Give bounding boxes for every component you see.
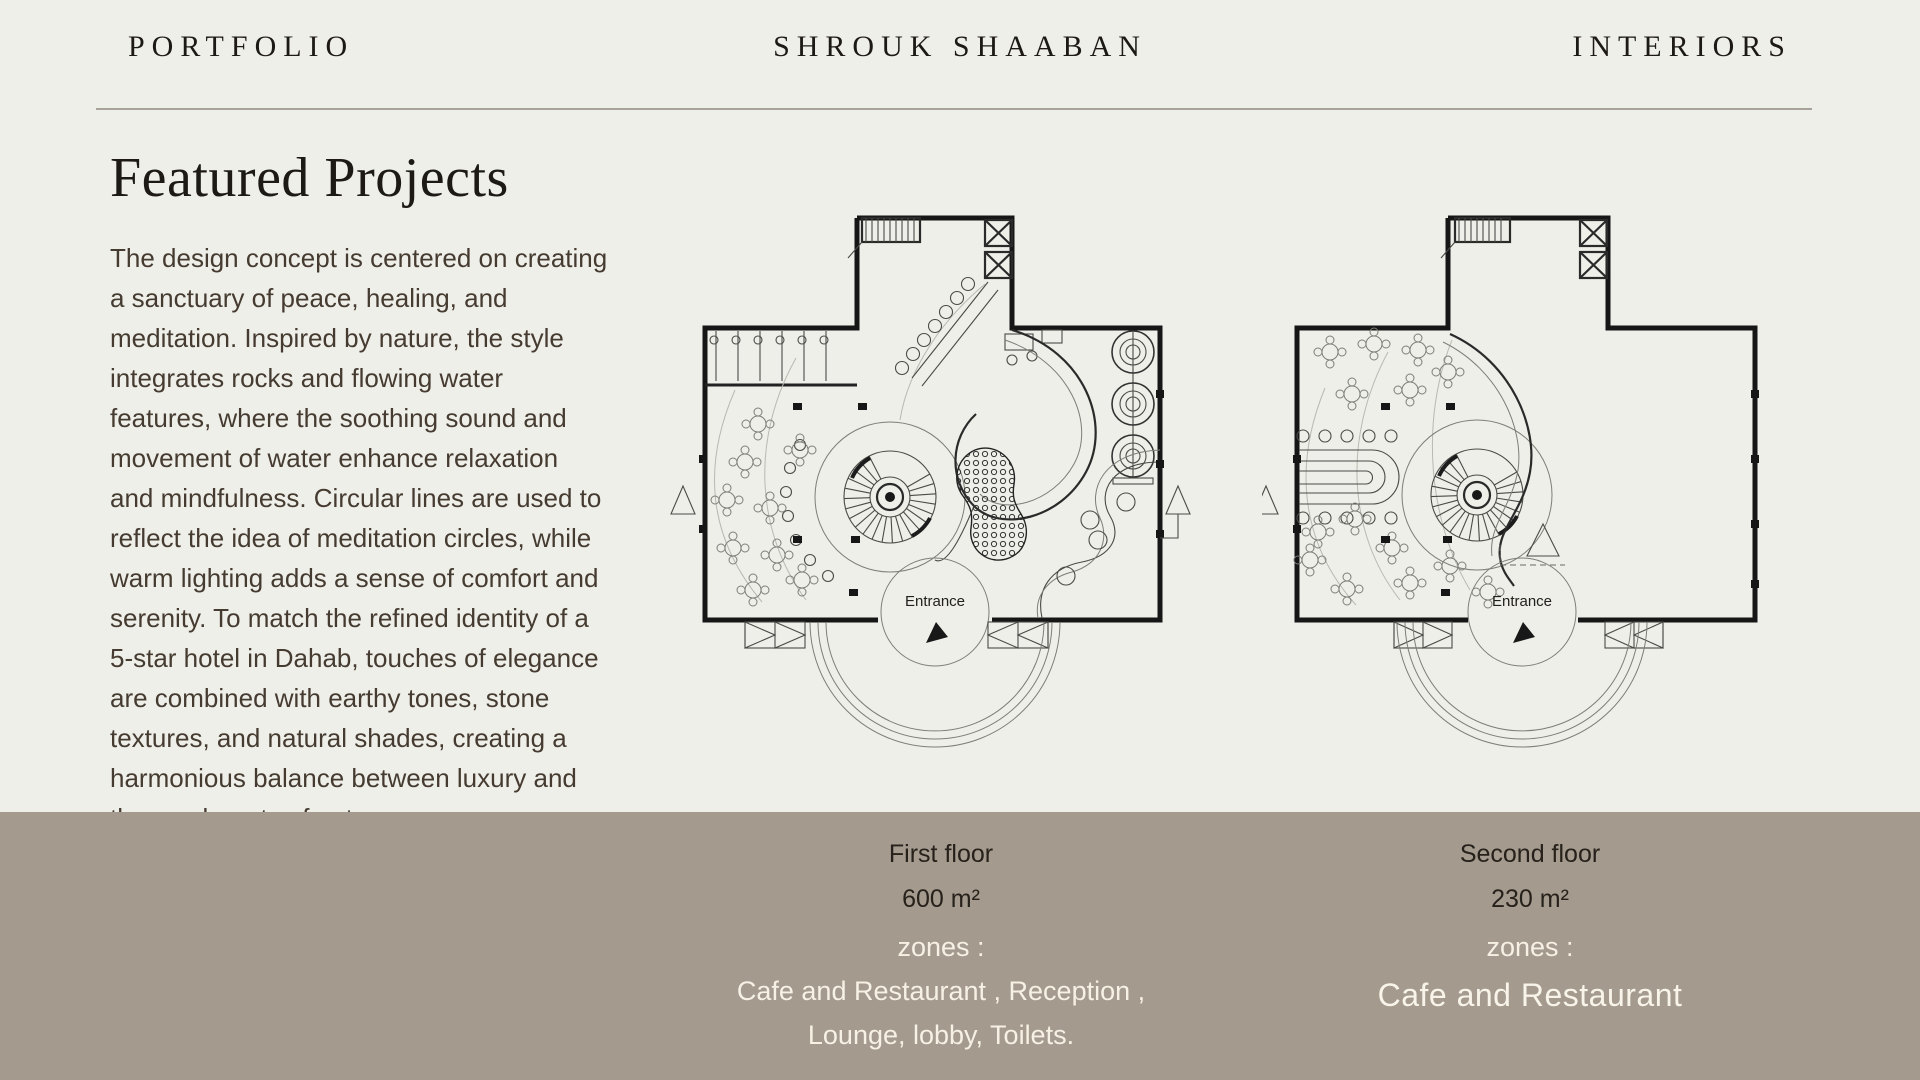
- floor-area: 600 m²: [902, 885, 980, 913]
- door-thresholds: [745, 622, 1048, 648]
- entrance: [1468, 558, 1576, 666]
- entrance-label: Entrance: [1491, 593, 1553, 610]
- page-title: Featured Projects: [110, 147, 509, 209]
- header-divider: [96, 108, 1812, 110]
- brand-title: SHROUK SHAABAN: [773, 30, 1147, 63]
- nav-interiors[interactable]: INTERIORS: [1572, 30, 1792, 63]
- reception-desk: [1005, 330, 1062, 365]
- entrance: [881, 558, 989, 666]
- toilets-block: [705, 331, 857, 385]
- elevator-shafts: [1580, 220, 1607, 278]
- entry-steps-arc: [810, 622, 1060, 747]
- entrance-arrow-icon: [1513, 622, 1535, 643]
- lounge-seats: [781, 440, 834, 582]
- cafe-tables: [1294, 328, 1504, 608]
- second-floor-plan-drawing: [1262, 200, 1792, 785]
- cafe-tables: [711, 408, 818, 606]
- first-floor-caption: [691, 840, 1191, 1051]
- zones-label: zones :: [897, 932, 985, 962]
- entry-steps-arc: [1397, 622, 1647, 747]
- zones-line: Lounge, lobby, Toilets.: [807, 1020, 1075, 1050]
- zones-line: Cafe and Restaurant: [1377, 977, 1683, 1013]
- entrance-label: Entrance: [904, 593, 966, 610]
- stairs: [1441, 218, 1510, 258]
- floor-guide-curves: [714, 284, 985, 602]
- second-floor-caption: [1280, 840, 1780, 1014]
- pebble-feature: [957, 448, 1027, 560]
- elevator-shafts: [985, 220, 1012, 278]
- nav-portfolio[interactable]: PORTFOLIO: [128, 30, 355, 63]
- spiral-staircase: [815, 422, 965, 572]
- communal-table: [1299, 450, 1399, 504]
- floor-area: 230 m²: [1491, 885, 1569, 913]
- bar-counter: [896, 278, 999, 387]
- project-description: The design concept is centered on creating a sanctuary of peace, healing, and meditation. Inspired by nature, the style integrates rocks and flowing water features, where the soothing sound and movement of water enhance relaxation and mindfulness. Circular lines are used to reflect the idea of meditation circles, while warm lighting adds a sense of comfort and serenity. To match the refined identity of a 5-star hotel in Dahab, touches of elegance are combined with earthy tones, stone textures, and natural shades, creating a harmonious balance between luxury and: [110, 243, 608, 793]
- communal-table-seats: [1297, 430, 1397, 524]
- zones-line: Cafe and Restaurant , Reception ,: [736, 976, 1146, 1006]
- floor-name: Second floor: [1459, 840, 1601, 868]
- first-floor-plan-drawing: [670, 200, 1195, 785]
- entrance-arrow-icon: [926, 622, 948, 643]
- floor-name: First floor: [888, 840, 994, 868]
- zones-label: zones :: [1486, 932, 1574, 962]
